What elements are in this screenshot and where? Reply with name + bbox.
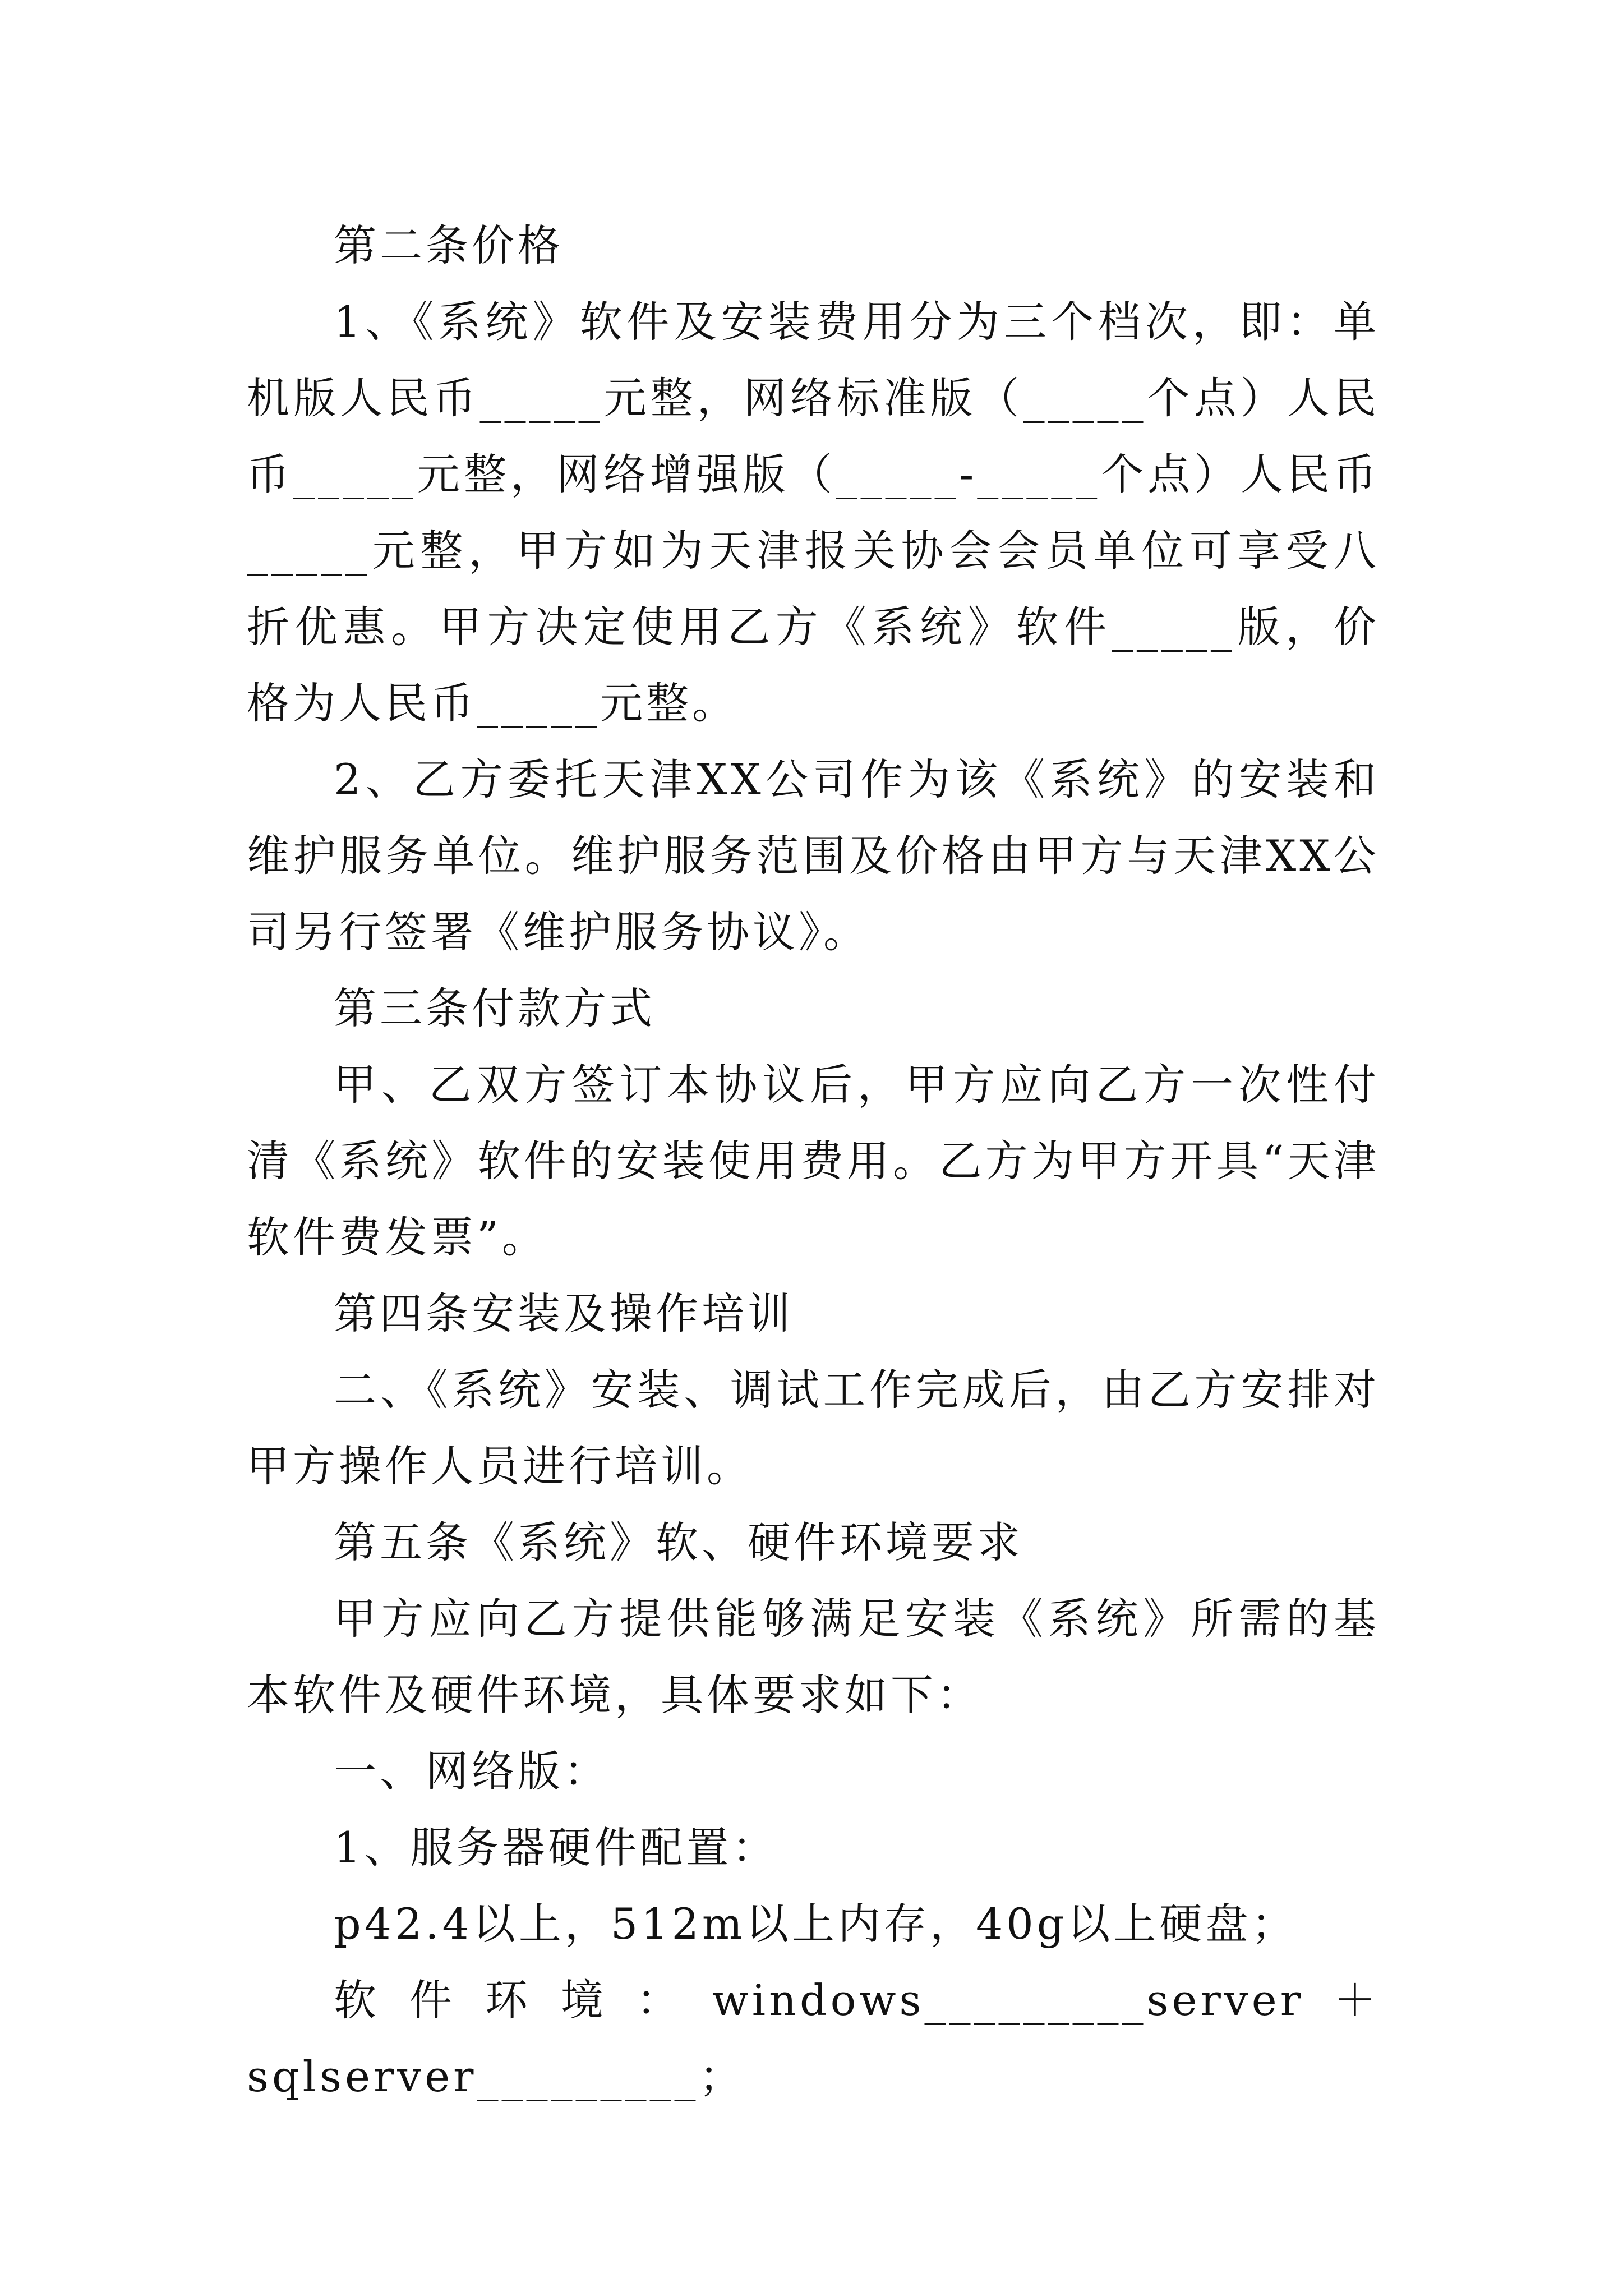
document-body	[247, 208, 1380, 2115]
paragraph-software-environment-cont: sqlserver_________；	[247, 2051, 745, 2101]
section-heading-price: 第二条价格	[334, 220, 564, 270]
section-heading-payment: 第三条付款方式	[334, 983, 656, 1033]
paragraph-training: 二、《系统》安装、调试工作完成后，由乙方安排对甲方操作人员进行培训。	[247, 1365, 1380, 1491]
paragraph-software-environment: 软件环境：windows_________server＋	[334, 1975, 1380, 2025]
paragraph-price-tiers: 1、《系统》软件及安装费用分为三个档次，即：单机版人民币_____元整，网络标准版（_____个点）人民币_____元整，网络增强版（_____-_____个点）人民币_____元整，甲方如为天津报关协会会员单位可享受八折优惠。甲方决定使用乙方《系统》软件_____版，价格为人民币_____元整。	[247, 297, 1380, 728]
paragraph-hardware-spec: p42.4以上，512m以上内存，40g以上硬盘；	[334, 1899, 1298, 1949]
list-heading-network-version: 一、网络版：	[334, 1746, 610, 1796]
paragraph-environment-intro: 甲方应向乙方提供能够满足安装《系统》所需的基本软件及硬件环境，具体要求如下：	[247, 1594, 1380, 1720]
paragraph-payment-terms: 甲、乙双方签订本协议后，甲方应向乙方一次性付清《系统》软件的安装使用费用。乙方为甲方开具“天津软件费发票”。	[247, 1060, 1380, 1262]
section-heading-training: 第四条安装及操作培训	[334, 1289, 794, 1338]
section-heading-environment: 第五条《系统》软、硬件环境要求	[334, 1517, 1023, 1567]
list-item-server-hardware: 1、服务器硬件配置：	[334, 1823, 778, 1872]
paragraph-maintenance-service: 2、乙方委托天津XX公司作为该《系统》的安装和维护服务单位。维护服务范围及价格由甲方与天津XX公司另行签署《维护服务协议》。	[247, 754, 1380, 957]
